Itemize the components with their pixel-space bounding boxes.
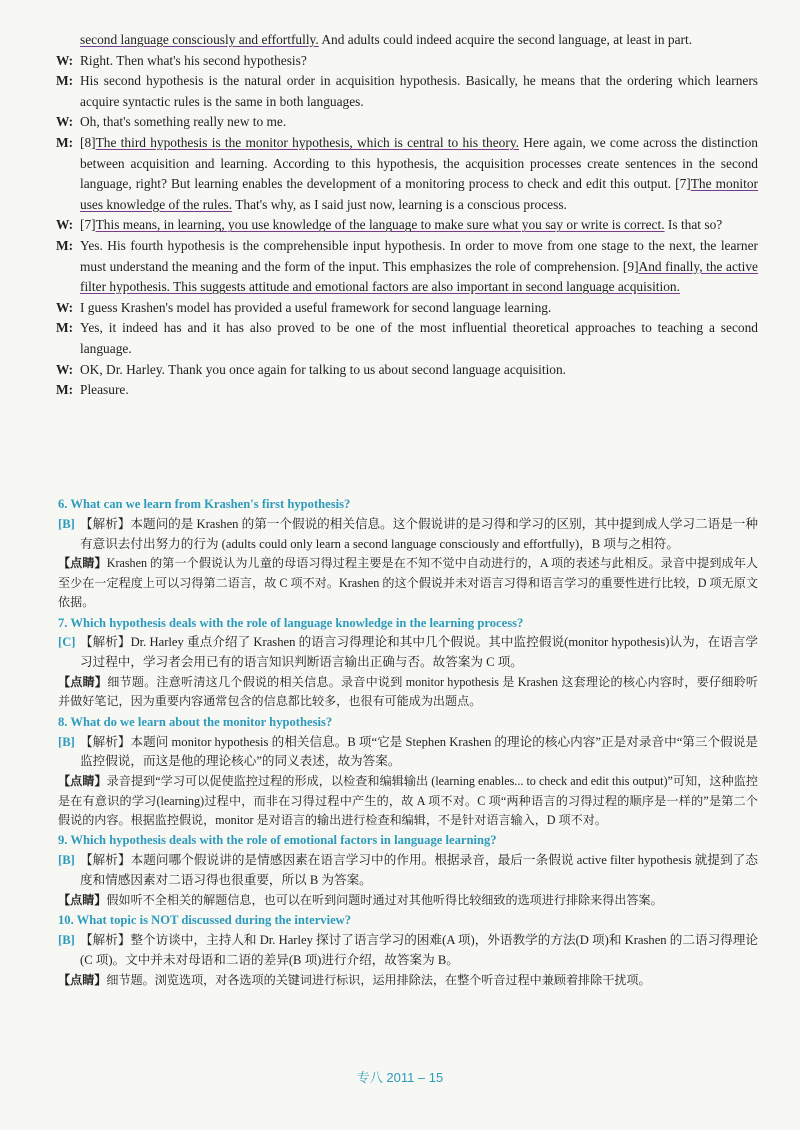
dialogue-turn (56, 236, 758, 298)
tip-text: 录音提到“学习可以促使监控过程的形成，以检查和编辑输出 (learning enables... to check and edit this output)”可知，这种监控是在有意识的学习(learning)过程中，而非在习得过程中产生的，故 A 项不对。C 项“两种语言的习得过程的顺序是一样的”是第二个假说的内容。根据监控假说，monitor 是对语言的输出进行检查和编辑，不是针对语言输入，D 项不对。 (58, 774, 758, 828)
tip-text: 细节题。注意听清这几个假说的相关信息。录音中说到 monitor hypothesis 是 Krashen 这套理论的核心内容时，要仔细聆听并做好笔记，因为重要内容通常包含的信息都比较多，也很有可能成为出题点。 (58, 675, 758, 709)
question-title: 10. What topic is NOT discussed during the interview? (58, 913, 352, 928)
speaker-label: M: (56, 73, 74, 89)
answer-line (58, 515, 758, 555)
answer-line (58, 931, 758, 971)
underlined-key-sentence: second language consciously and effortfully. (80, 32, 319, 47)
tip-text: Krashen 的第一个假说认为儿童的母语习得过程主要是在不知不觉中自动进行的，A 项的表述与此相反。录音中提到成年人至少在一定程度上可以习得第二语言，故 C 项不对。Krashen 的这个假说并未对语言习得和语言学习的重要性进行比较，D 项无原文依据。 (58, 556, 758, 610)
tip-label: 【点睛】 (58, 972, 107, 987)
dialogue-fragment: Is that so? (664, 217, 723, 233)
dialogue-text (80, 360, 758, 381)
tip-label: 【点睛】 (58, 892, 107, 907)
answer-line (58, 633, 758, 673)
dialogue-turn (56, 30, 758, 51)
answer-key: [B] (58, 933, 75, 948)
underlined-key-sentence: This means, in learning, you use knowledge of the language to make sure what you say or write is correct. (95, 217, 665, 233)
answer-key: [B] (58, 734, 75, 749)
dialogue-fragment: [8] (80, 134, 96, 150)
questions-section (58, 494, 758, 990)
dialogue-text (80, 298, 758, 319)
tip-note (58, 673, 758, 712)
dialogue-turn (56, 360, 758, 381)
dialogue-fragment: I guess Krashen's model has provided a useful framework for second language learning. (80, 299, 552, 315)
dialogue-text (80, 30, 758, 51)
dialogue-fragment: His second hypothesis is the natural order in acquisition hypothesis. Basically, he means that the ordering which learners acquire syntactic rules is the same in both languages. (80, 73, 758, 109)
question-title: 7. Which hypothesis deals with the role of language knowledge in the learning process? (58, 615, 524, 630)
question-block (58, 495, 758, 613)
tip-text: 细节题。浏览选项，对各选项的关键词进行标识，运用排除法，在整个听音过程中兼顾着排除干扰项。 (106, 972, 651, 987)
speaker-label: W: (56, 361, 74, 377)
dialogue-fragment: Here again, we come across the distinction between acquisition and learning. According to this hypothesis, the acquisition processes create sentences in the second language, right? But learning enables the development of a monitoring process to check and edit this output. [7] (80, 134, 758, 192)
dialogue-turn (56, 298, 758, 319)
dialogue-turn (56, 71, 758, 112)
answer-explanation: 【解析】Dr. Harley 重点介绍了 Krashen 的语言习得理论和其中几个假说。其中监控假说(monitor hypothesis)认为，在语言学习过程中，学习者会用已有的语言知识判断语言输出正确与否。故答案为 C 项。 (80, 635, 758, 670)
speaker-label: M: (56, 320, 74, 336)
dialogue-fragment: Pleasure. (80, 382, 129, 398)
answer-line (58, 733, 758, 773)
speaker-label: W: (56, 217, 74, 233)
speaker-label: W: (56, 52, 74, 68)
dialogue-text (80, 112, 758, 133)
underlined-key-sentence: And finally, the active filter hypothesis. This suggests attitude and emotional factors are also important in second language acquisition. (80, 258, 758, 295)
dialogue-transcript (56, 30, 758, 401)
speaker-label: M: (56, 382, 74, 398)
answer-key: [B] (58, 853, 75, 868)
dialogue-turn (56, 51, 758, 72)
answer-key: [B] (58, 516, 75, 531)
speaker-label: M: (56, 237, 74, 253)
speaker-label: W: (56, 299, 74, 315)
tip-note (58, 891, 758, 910)
dialogue-text (80, 51, 758, 72)
dialogue-fragment: OK, Dr. Harley. Thank you once again for talking to us about second language acquisition. (80, 361, 567, 377)
dialogue-text (80, 133, 758, 215)
dialogue-text (80, 71, 758, 112)
dialogue-turn (56, 380, 758, 401)
speaker-label: M: (56, 134, 74, 150)
dialogue-fragment: Yes, it indeed has and it has also proved to be one of the most influential theoretical approaches to teaching a second language. (80, 320, 758, 356)
page-footer: 专八 2011 – 15 (356, 1070, 444, 1085)
dialogue-text (80, 215, 758, 236)
dialogue-fragment: And adults could indeed acquire the second language, at least in part. (318, 32, 693, 47)
dialogue-text (80, 380, 758, 401)
answer-line (58, 851, 758, 891)
answer-explanation: 【解析】整个访谈中，主持人和 Dr. Harley 探讨了语言学习的困难(A 项)，外语教学的方法(D 项)和 Krashen 的二语习得理论(C 项)。文中并未对母语和二语的差异(B 项)进行介绍，故答案为 B。 (80, 933, 758, 967)
answer-explanation: 【解析】本题问 monitor hypothesis 的相关信息。B 项“它是 Stephen Krashen 的理论的核心内容”正是对录音中“第三个假说是监控假说，而这是他的理论核心”的同义表述，故为答案。 (80, 734, 758, 769)
answer-explanation: 【解析】本题问哪个假说讲的是情感因素在语言学习中的作用。根据录音，最后一条假说 active filter hypothesis 就提到了态度和情感因素对二语习得也很重要，所以 B 为答案。 (80, 853, 758, 888)
dialogue-turn (56, 215, 758, 236)
dialogue-fragment: Oh, that's something really new to me. (80, 114, 287, 130)
tip-note (58, 772, 758, 830)
question-title: 6. What can we learn from Krashen's first hypothesis? (58, 497, 351, 511)
answer-key: [C] (58, 635, 76, 650)
underlined-key-sentence: The third hypothesis is the monitor hypothesis, which is central to his theory. (95, 134, 519, 150)
question-block (58, 614, 758, 712)
answer-explanation: 【解析】本题问的是 Krashen 的第一个假说的相关信息。这个假说讲的是习得和学习的区别，其中提到成人学习二语是一种有意识去付出努力的行为 (adults could only learn a second language consciously and effortfully)，B 项与之相符。 (80, 516, 758, 551)
dialogue-fragment: Yes. His fourth hypothesis is the comprehensible input hypothesis. In order to move from one stage to the next, the learner must understand the meaning and the form of the input. This emphasizes the role of comprehension. [9] (80, 237, 758, 274)
question-title: 8. What do we learn about the monitor hypothesis? (58, 714, 333, 729)
question-block (58, 911, 758, 990)
tip-text: 假如听不全相关的解题信息，也可以在听到问题时通过对其他听得比较细致的选项进行排除来得出答案。 (106, 892, 663, 907)
tip-note (58, 971, 758, 990)
question-block (58, 713, 758, 831)
tip-label: 【点睛】 (58, 556, 107, 571)
dialogue-fragment: Right. Then what's his second hypothesis? (80, 52, 307, 68)
question-block (58, 831, 758, 910)
tip-label: 【点睛】 (58, 774, 107, 789)
dialogue-text (80, 318, 758, 359)
tip-label: 【点睛】 (58, 675, 108, 689)
speaker-label: W: (56, 114, 74, 130)
dialogue-fragment: [7] (80, 217, 96, 233)
dialogue-fragment: That's why, as I said just now, learning is a conscious process. (232, 196, 567, 212)
tip-note (58, 554, 758, 612)
dialogue-turn (56, 133, 758, 215)
dialogue-turn (56, 112, 758, 133)
question-title: 9. Which hypothesis deals with the role of emotional factors in language learning? (58, 833, 497, 848)
dialogue-text (80, 236, 758, 298)
underlined-key-sentence: The monitor uses knowledge of the rules. (80, 176, 758, 212)
dialogue-turn (56, 318, 758, 359)
